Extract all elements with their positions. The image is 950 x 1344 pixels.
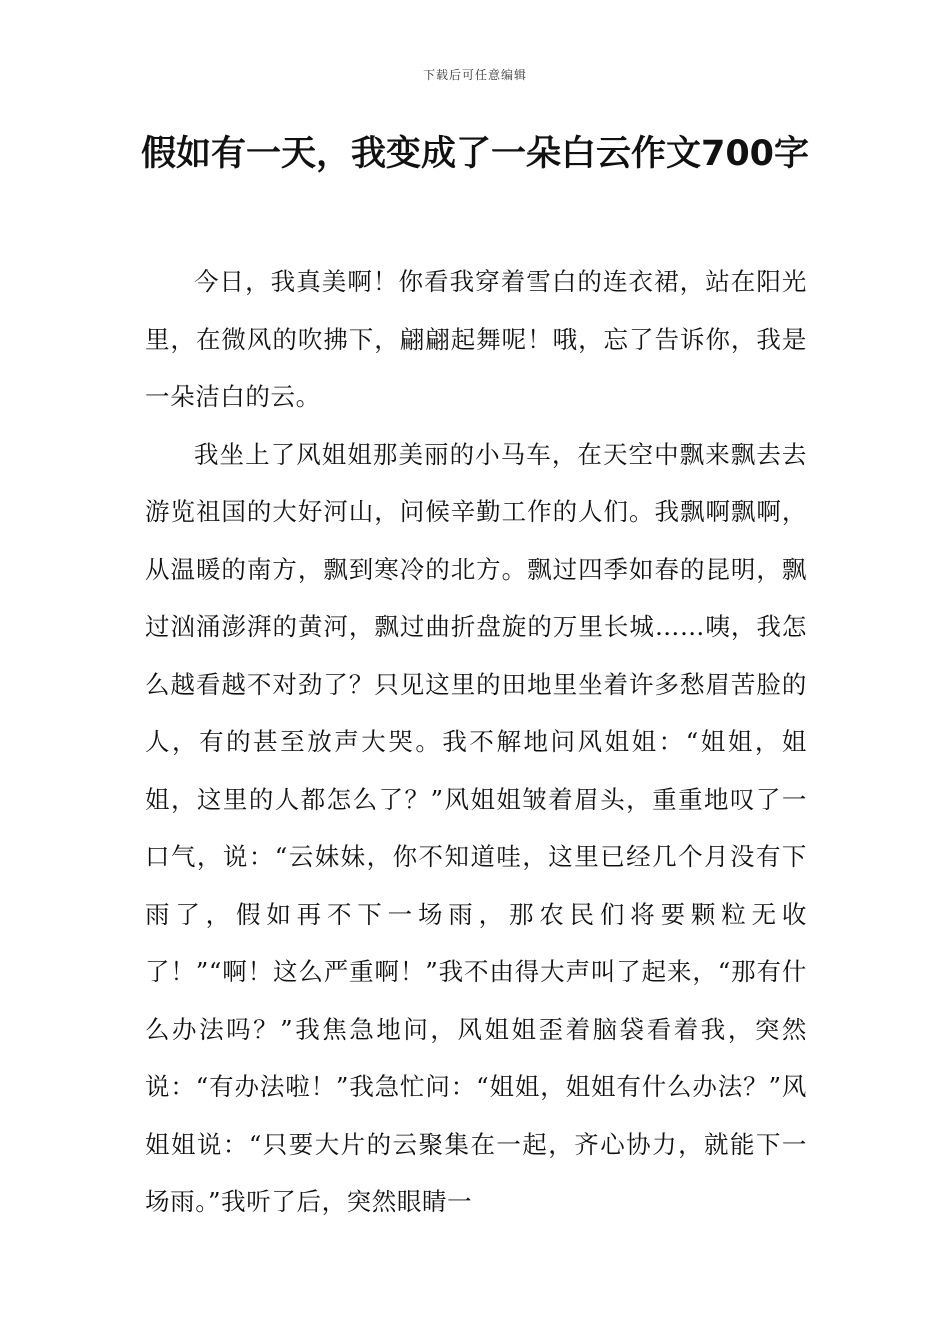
essay-body (145, 253, 807, 1231)
paragraph: 今日，我真美啊！你看我穿着雪白的连衣裙，站在阳光里，在微风的吹拂下，翩翩起舞呢！哦，忘了告诉你，我是一朵洁白的云。 (145, 267, 807, 411)
header-note: 下载后可任意编辑 (422, 68, 527, 82)
paragraph: 我坐上了风姐姐那美丽的小马车，在天空中飘来飘去去游览祖国的大好河山，问候辛勤工作的人们。我飘啊飘啊，从温暖的南方，飘到寒冷的北方。飘过四季如春的昆明，飘过汹涌澎湃的黄河，飘过曲折盘旋的万里长城……咦，我怎么越看越不对劲了？只见这里的田地里坐着许多愁眉苦脸的人，有的甚至放声大哭。我不解地问风姐姐：“姐姐，姐姐，这里的人都怎么了？”风姐姐皱着眉头，重重地叹了一口气，说：“云妹妹，你不知道哇，这里已经几个月没有下雨了，假如再不下一场雨，那农民们将要颗粒无收了！”“啊！这么严重啊！”我不由得大声叫了起来，“那有什么办法吗？”我焦急地问，风姐姐歪着脑袋看着我，突然说：“有办法啦！”我急忙问：“姐姐，姐姐有什么办法？”风姐姐说：“只要大片的云聚集在一起，齐心协力，就能下一场雨。”我听了后，突然眼睛一 (145, 439, 807, 1216)
page-title: 假如有一天，我变成了一朵白云作文700字 (140, 134, 810, 174)
